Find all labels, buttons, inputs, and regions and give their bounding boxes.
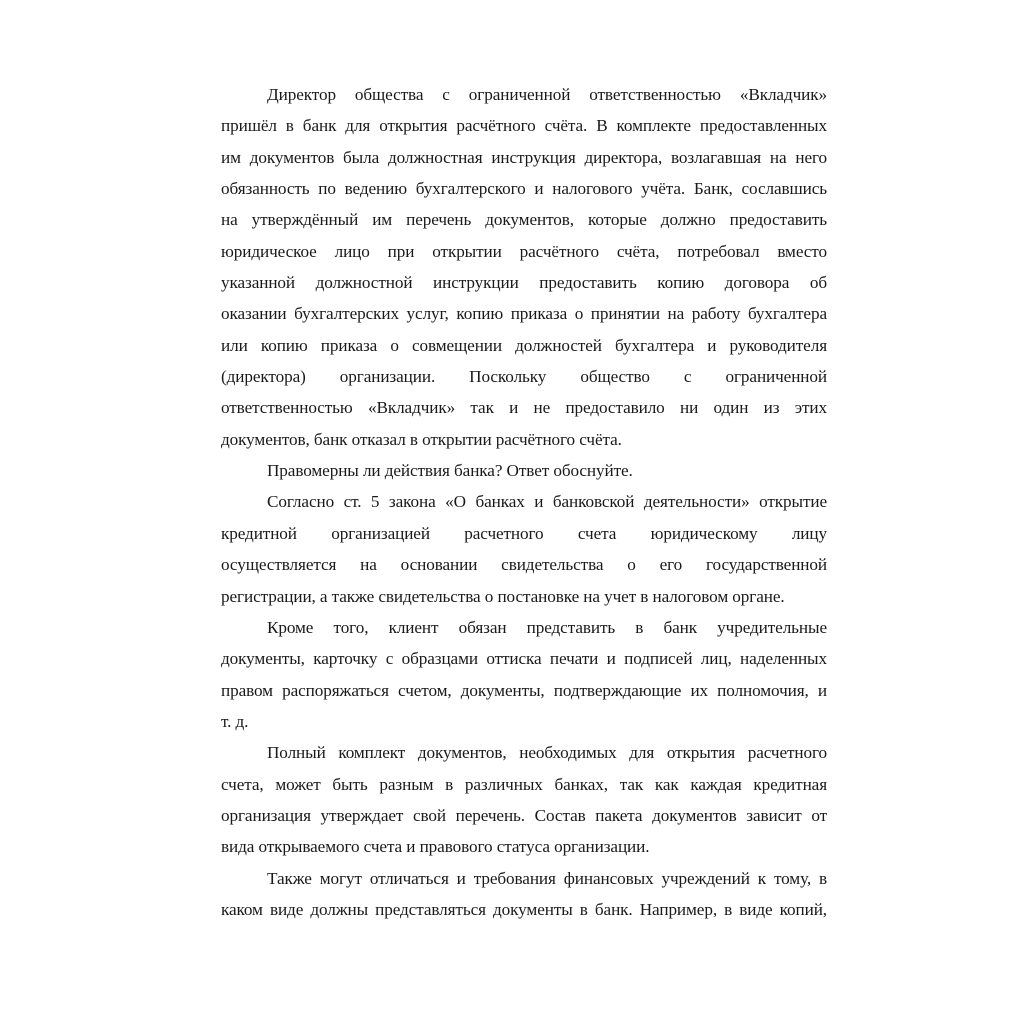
- text-line: оказании бухгалтерских услуг, копию приказа о принятии на работу бухгалтера: [221, 304, 827, 324]
- text-line: юридическое лицо при открытии расчётного счёта, потребовал вместо: [221, 241, 827, 261]
- text-line: Кроме того, клиент обязан представить в банк учредительные: [267, 617, 827, 637]
- text-line: Согласно ст. 5 закона «О банках и банковской деятельности» открытие: [267, 492, 827, 512]
- text-line: Правомерны ли действия банка? Ответ обоснуйте.: [267, 461, 633, 481]
- text-line: или копию приказа о совмещении должностей бухгалтера и руководителя: [221, 335, 827, 355]
- text-line: Директор общества с ограниченной ответственностью «Вкладчик»: [267, 85, 827, 104]
- text-line: обязанность по ведению бухгалтерского и налогового учёта. Банк, сославшись: [221, 179, 827, 199]
- text-line: документы, карточку с образцами оттиска печати и подписей лиц, наделенных: [221, 649, 827, 669]
- document-body: [221, 79, 827, 945]
- text-line: правом распоряжаться счетом, документы, подтверждающие их полномочия, и: [221, 680, 827, 700]
- paragraph: [221, 612, 827, 737]
- paragraph: [221, 863, 827, 926]
- text-line: Также могут отличаться и требования финансовых учреждений к тому, в: [267, 868, 827, 888]
- paragraph: [221, 79, 827, 455]
- text-line: вида открываемого счета и правового статуса организации.: [221, 837, 650, 857]
- paragraph: [221, 737, 827, 862]
- paragraph: [221, 486, 827, 611]
- text-line: указанной должностной инструкции предоставить копию договора об: [221, 273, 827, 293]
- paragraph-question: [221, 455, 827, 486]
- text-line: Полный комплект документов, необходимых для открытия расчетного: [267, 743, 827, 763]
- text-line: ответственностью «Вкладчик» так и не предоставило ни один из этих: [221, 398, 827, 418]
- text-line: документов, банк отказал в открытии расчётного счёта.: [221, 429, 622, 449]
- text-line: на утверждённый им перечень документов, которые должно предоставить: [221, 210, 827, 230]
- text-line: пришёл в банк для открытия расчётного счёта. В комплекте предоставленных: [221, 116, 827, 136]
- text-line: осуществляется на основании свидетельства о его государственной: [221, 555, 827, 575]
- text-line: счета, может быть разным в различных банках, так как каждая кредитная: [221, 774, 827, 794]
- text-line: кредитной организацией расчетного счета юридическому лицу: [221, 523, 827, 543]
- text-line: т. д.: [221, 711, 249, 731]
- text-line: регистрации, а также свидетельства о постановке на учет в налоговом органе.: [221, 586, 785, 606]
- text-line: организация утверждает свой перечень. Состав пакета документов зависит от: [221, 805, 827, 825]
- text-line: им документов была должностная инструкция директора, возлагавшая на него: [221, 147, 827, 167]
- text-line: (директора) организации. Поскольку общество с ограниченной: [221, 367, 827, 387]
- text-line: каком виде должны представляться документы в банк. Например, в виде копий,: [221, 899, 827, 919]
